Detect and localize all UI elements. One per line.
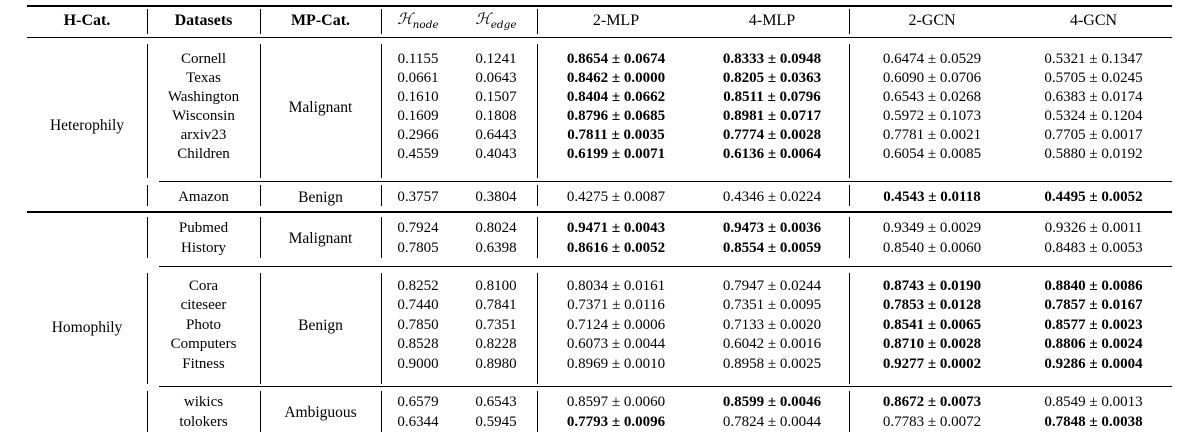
header-row [27,5,1172,37]
result-2mlp: 0.7793 ± 0.0096 [566,413,666,430]
result-2gcn: 0.5972 ± 0.1073 [882,108,982,124]
result-4mlp: 0.4346 ± 0.0224 [722,188,822,205]
result-4gcn: 0.4495 ± 0.0052 [1044,188,1143,205]
result-2gcn: 0.8541 ± 0.0065 [882,316,982,333]
h-node-value: 0.3757 [397,188,439,205]
result-2mlp: 0.4275 ± 0.0087 [566,188,666,205]
table-row [27,393,1172,413]
result-2gcn: 0.7781 ± 0.0021 [882,127,982,143]
result-4gcn: 0.5324 ± 0.1204 [1044,108,1143,124]
mp-label-malignant-het: Malignant [288,98,353,116]
table-row [27,107,1172,126]
table-row [27,239,1172,259]
table-row [27,69,1172,88]
result-4gcn: 0.5705 ± 0.0245 [1044,70,1143,86]
dataset-name: wikics [183,394,224,411]
result-2gcn: 0.8710 ± 0.0028 [882,336,982,353]
result-4mlp: 0.8981 ± 0.0717 [722,108,822,124]
h-node-value: 0.1155 [397,51,439,67]
result-2mlp: 0.8034 ± 0.0161 [566,277,666,294]
result-2gcn: 0.4543 ± 0.0118 [883,188,981,205]
table-row [27,296,1172,316]
result-4gcn: 0.8806 ± 0.0024 [1044,336,1143,353]
h-node-value: 0.1610 [397,89,439,105]
col-header-mp-cat: MP-Cat. [290,12,351,29]
dataset-name: Pubmed [178,220,229,237]
dataset-name: arxiv23 [180,127,227,143]
result-2mlp: 0.8796 ± 0.0685 [566,108,666,124]
col-header-4gcn: 4-GCN [1069,12,1118,29]
result-2mlp: 0.9471 ± 0.0043 [566,220,666,237]
table-row [27,126,1172,145]
h-edge-value: 0.1507 [475,89,517,105]
result-4mlp: 0.6042 ± 0.0016 [722,336,822,353]
table-row [27,355,1172,375]
group-label-heterophily: Heterophily [49,117,125,134]
table-row [27,277,1172,297]
result-4mlp: 0.8958 ± 0.0025 [722,355,822,372]
spacer-row [27,207,1172,219]
h-node-value: 0.8528 [397,336,439,353]
dataset-name: Computers [170,336,237,353]
dataset-name: Photo [185,316,221,333]
result-2mlp: 0.8969 ± 0.0010 [566,355,666,372]
result-4gcn: 0.7848 ± 0.0038 [1044,413,1143,430]
result-2mlp: 0.7371 ± 0.0116 [567,297,665,314]
result-4mlp: 0.8205 ± 0.0363 [722,70,822,86]
result-4gcn: 0.7705 ± 0.0017 [1044,127,1143,143]
result-4mlp: 0.7824 ± 0.0044 [722,413,822,430]
table-row [27,219,1172,239]
h-edge-value: 0.6443 [475,127,517,143]
mp-label-ambiguous: Ambiguous [284,404,357,421]
result-4gcn: 0.5880 ± 0.0192 [1044,146,1143,162]
spacer-row [27,37,1172,50]
result-4mlp: 0.7947 ± 0.0244 [722,277,822,294]
h-node-value: 0.2966 [397,127,439,143]
result-4gcn: 0.9326 ± 0.0011 [1044,220,1143,237]
spacer-row [27,258,1172,277]
h-edge-value: 0.7351 [475,316,517,333]
mp-label-malignant-hom: Malignant [288,230,353,247]
h-edge-value: 0.6398 [475,239,517,256]
result-4mlp: 0.7774 ± 0.0028 [722,127,822,143]
mp-label-benign-het: Benign [298,188,343,206]
h-edge-value: 0.1241 [475,51,517,67]
group-label-homophily: Homophily [51,319,123,336]
h-node-value: 0.6344 [397,413,439,430]
dataset-name: History [181,239,226,256]
h-edge-value: 0.7841 [475,297,517,314]
result-4mlp: 0.6136 ± 0.0064 [722,146,822,162]
result-4gcn: 0.8577 ± 0.0023 [1044,316,1143,333]
h-node-value: 0.4559 [397,146,439,162]
h-node-value: 0.7440 [397,297,439,314]
dataset-name: Washington [167,89,240,105]
h-edge-value: 0.4043 [475,146,517,162]
result-4mlp: 0.7351 ± 0.0095 [722,297,822,314]
result-2gcn: 0.9349 ± 0.0029 [882,220,982,237]
spacer-row [27,164,1172,187]
result-2mlp: 0.8404 ± 0.0662 [566,89,666,105]
h-edge-value: 0.6543 [475,394,517,411]
result-4gcn: 0.5321 ± 0.1347 [1044,51,1143,67]
result-4gcn: 0.7857 ± 0.0167 [1044,297,1143,314]
result-4gcn: 0.8840 ± 0.0086 [1044,277,1143,294]
col-header-4mlp: 4-MLP [748,12,796,29]
h-edge-value: 0.3804 [475,188,517,205]
col-header-h-cat: H-Cat. [63,12,111,29]
dataset-name: tolokers [179,413,228,430]
h-edge-value: 0.8024 [475,220,517,237]
dataset-name: citeseer [180,297,227,314]
dataset-name: Cornell [181,51,226,67]
h-node-value: 0.0661 [397,70,439,86]
h-node-value: 0.7850 [397,316,439,333]
h-node-value: 0.7805 [397,239,439,256]
dataset-name: Amazon [178,188,229,205]
result-2gcn: 0.7853 ± 0.0128 [882,297,982,314]
h-edge-value: 0.8100 [475,277,517,294]
dataset-name: Fitness [182,355,225,372]
table-row [27,335,1172,355]
result-4gcn: 0.8549 ± 0.0013 [1044,394,1143,411]
result-4mlp: 0.8554 ± 0.0059 [722,239,822,256]
table-row [27,145,1172,164]
h-node-value: 0.7924 [397,220,439,237]
result-2mlp: 0.8462 ± 0.0000 [566,70,666,86]
spacer-row [27,374,1172,393]
result-2gcn: 0.8540 ± 0.0060 [882,239,982,256]
table-row [27,187,1172,207]
dataset-name: Cora [188,277,219,294]
result-2mlp: 0.7811 ± 0.0035 [567,127,665,143]
col-header-2gcn: 2-GCN [908,12,956,29]
result-2mlp: 0.6073 ± 0.0044 [566,336,666,353]
col-header-h-node: ℋ$_{node}$ [397,9,439,31]
result-2mlp: 0.6199 ± 0.0071 [566,146,666,162]
result-2mlp: 0.7124 ± 0.0006 [566,316,666,333]
h-node-value: 0.9000 [397,355,439,372]
result-2gcn: 0.8672 ± 0.0073 [882,394,982,411]
result-2mlp: 0.8654 ± 0.0674 [566,51,666,67]
h-node-value: 0.8252 [397,277,439,294]
h-edge-value: 0.0643 [475,70,517,86]
table-row [27,88,1172,107]
result-4gcn: 0.9286 ± 0.0004 [1044,355,1143,372]
col-header-2mlp: 2-MLP [592,12,640,29]
h-edge-value: 0.8228 [475,336,517,353]
result-4mlp: 0.9473 ± 0.0036 [722,220,822,237]
result-4mlp: 0.7133 ± 0.0020 [722,316,822,333]
h-edge-value: 0.1808 [475,108,517,124]
result-2gcn: 0.6474 ± 0.0529 [882,51,982,67]
dataset-name: Children [177,146,230,162]
col-header-datasets: Datasets [174,12,233,29]
result-4gcn: 0.8483 ± 0.0053 [1044,239,1143,256]
dataset-name: Wisconsin [172,108,235,124]
h-node-value: 0.1609 [397,108,439,124]
table-row [27,50,1172,69]
col-header-h-edge: ℋ$_{edge}$ [475,9,517,31]
results-table [27,5,1172,432]
result-2gcn: 0.7783 ± 0.0072 [882,413,982,430]
result-4gcn: 0.6383 ± 0.0174 [1044,89,1143,105]
result-2gcn: 0.8743 ± 0.0190 [882,277,982,294]
result-4mlp: 0.8511 ± 0.0796 [723,89,821,105]
result-2gcn: 0.9277 ± 0.0002 [882,355,982,372]
h-edge-value: 0.8980 [475,355,517,372]
result-4mlp: 0.8599 ± 0.0046 [722,394,822,411]
result-2gcn: 0.6090 ± 0.0706 [882,70,982,86]
dataset-name: Texas [186,70,221,86]
result-2mlp: 0.8616 ± 0.0052 [566,239,666,256]
result-2gcn: 0.6054 ± 0.0085 [882,146,982,162]
h-node-value: 0.6579 [397,394,439,411]
result-2gcn: 0.6543 ± 0.0268 [882,89,982,105]
result-2mlp: 0.8597 ± 0.0060 [566,394,666,411]
table-row [27,316,1172,336]
h-edge-value: 0.5945 [475,413,517,430]
table-row [27,413,1172,433]
mp-label-benign-hom: Benign [298,316,343,334]
result-4mlp: 0.8333 ± 0.0948 [722,51,822,67]
